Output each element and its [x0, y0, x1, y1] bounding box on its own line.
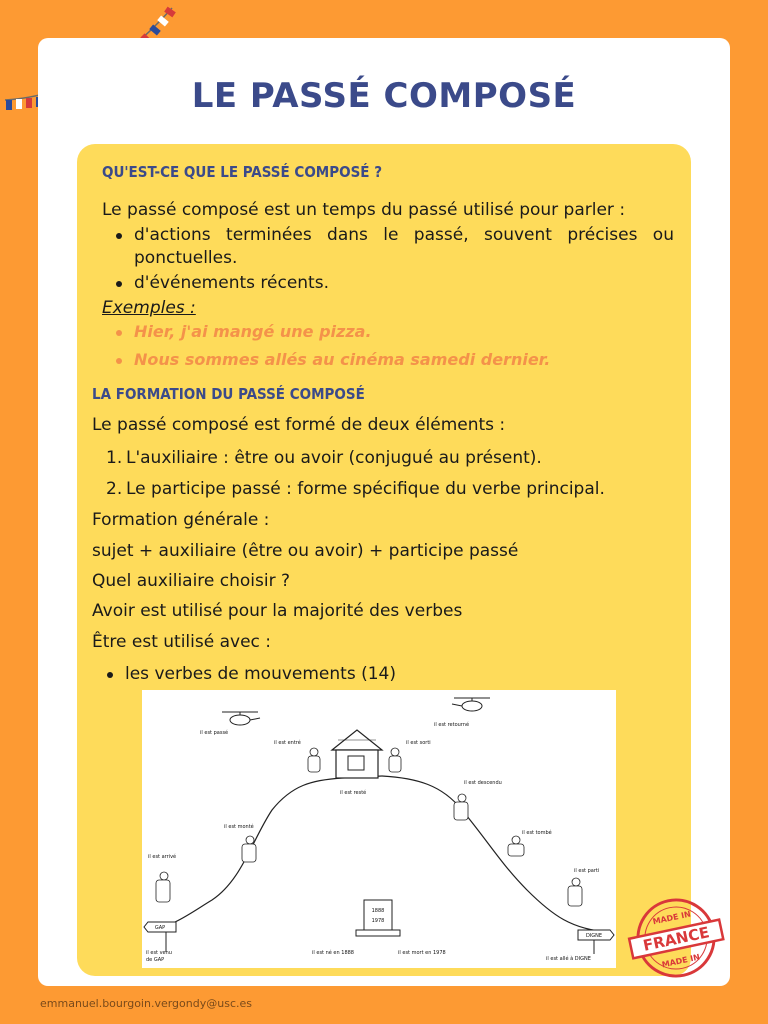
tombstone-drawing — [356, 900, 400, 936]
digne-sign-label: DIGNE — [585, 933, 603, 939]
made-in-france-stamp — [624, 896, 728, 980]
movement-verbs-bullet: les verbes de mouvements (14) — [125, 664, 396, 684]
label-mort: il est mort en 1978 — [398, 950, 446, 956]
section1-heading: QU'EST-CE QUE LE PASSÉ COMPOSÉ ? — [102, 163, 383, 181]
helicopter-left — [222, 712, 260, 725]
section2-heading: LA FORMATION DU PASSÉ COMPOSÉ — [92, 385, 365, 403]
label-passe: il est passé — [200, 730, 229, 736]
label-entre: il est entré — [274, 740, 301, 746]
stamp-middle-text: FRANCE — [641, 923, 711, 955]
gap-sign — [144, 922, 176, 952]
section2-intro: Le passé composé est formé de deux éléments : — [92, 415, 506, 435]
helicopter-right — [452, 698, 490, 711]
stamp-top-text: MADE IN — [651, 909, 692, 927]
section1-bullet2: d'événements récents. — [134, 273, 329, 293]
mountain-drawing — [142, 690, 616, 968]
etre-rule: Être est utilisé avec : — [92, 632, 272, 652]
digne-sign — [578, 930, 614, 954]
label-venu: il est venu — [146, 950, 172, 956]
label-reste: il est resté — [340, 790, 367, 796]
avoir-rule: Avoir est utilisé pour la majorité des verbes — [92, 601, 463, 621]
label-descendu: il est descendu — [464, 780, 502, 786]
footer-email: emmanuel.bourgoin.vergondy@usc.es — [40, 997, 252, 1010]
example-2: Nous sommes allés au cinéma samedi dernier. — [134, 350, 551, 369]
page-title: LE PASSÉ COMPOSÉ — [191, 76, 577, 116]
label-arrive: il est arrivé — [148, 854, 177, 860]
label-sorti: il est sorti — [406, 740, 431, 746]
formation-label: Formation générale : — [92, 510, 270, 530]
label-venu-gap: de GAP — [146, 957, 165, 963]
section1-intro: Le passé composé est un temps du passé utilisé pour parler : — [102, 200, 626, 220]
label-monte: il est monté — [224, 824, 254, 830]
label-alle: il est allé à DIGNE — [546, 956, 591, 962]
house-drawing — [332, 730, 382, 778]
gap-sign-label: GAP — [154, 925, 166, 931]
item-2: Le participe passé : forme spécifique du verbe principal. — [126, 479, 605, 499]
item-1-number: 1. — [106, 448, 123, 468]
label-tombe: il est tombé — [522, 830, 552, 836]
example-1: Hier, j'ai mangé une pizza. — [134, 322, 372, 341]
tomb-year-2: 1978 — [371, 918, 385, 924]
auxiliary-question: Quel auxiliaire choisir ? — [92, 571, 291, 591]
formation-rule: sujet + auxiliaire (être ou avoir) + participe passé — [92, 541, 519, 561]
section1-bullet1-line2: ponctuelles. — [134, 248, 238, 268]
item-1: L'auxiliaire : être ou avoir (conjugué au présent). — [126, 448, 542, 468]
item-2-number: 2. — [106, 479, 123, 499]
verbs-illustration — [142, 690, 616, 968]
examples-label: Exemples : — [102, 298, 196, 318]
stamp-bottom-text: MADE IN — [661, 952, 701, 970]
label-retourne: il est retourné — [434, 722, 470, 728]
label-parti: il est parti — [574, 868, 600, 874]
section1-bullet1-line1: d'actions terminées dans le passé, souvent précises ou — [134, 225, 674, 245]
tomb-year-1: 1888 — [371, 908, 385, 914]
label-ne: il est né en 1888 — [312, 950, 354, 956]
